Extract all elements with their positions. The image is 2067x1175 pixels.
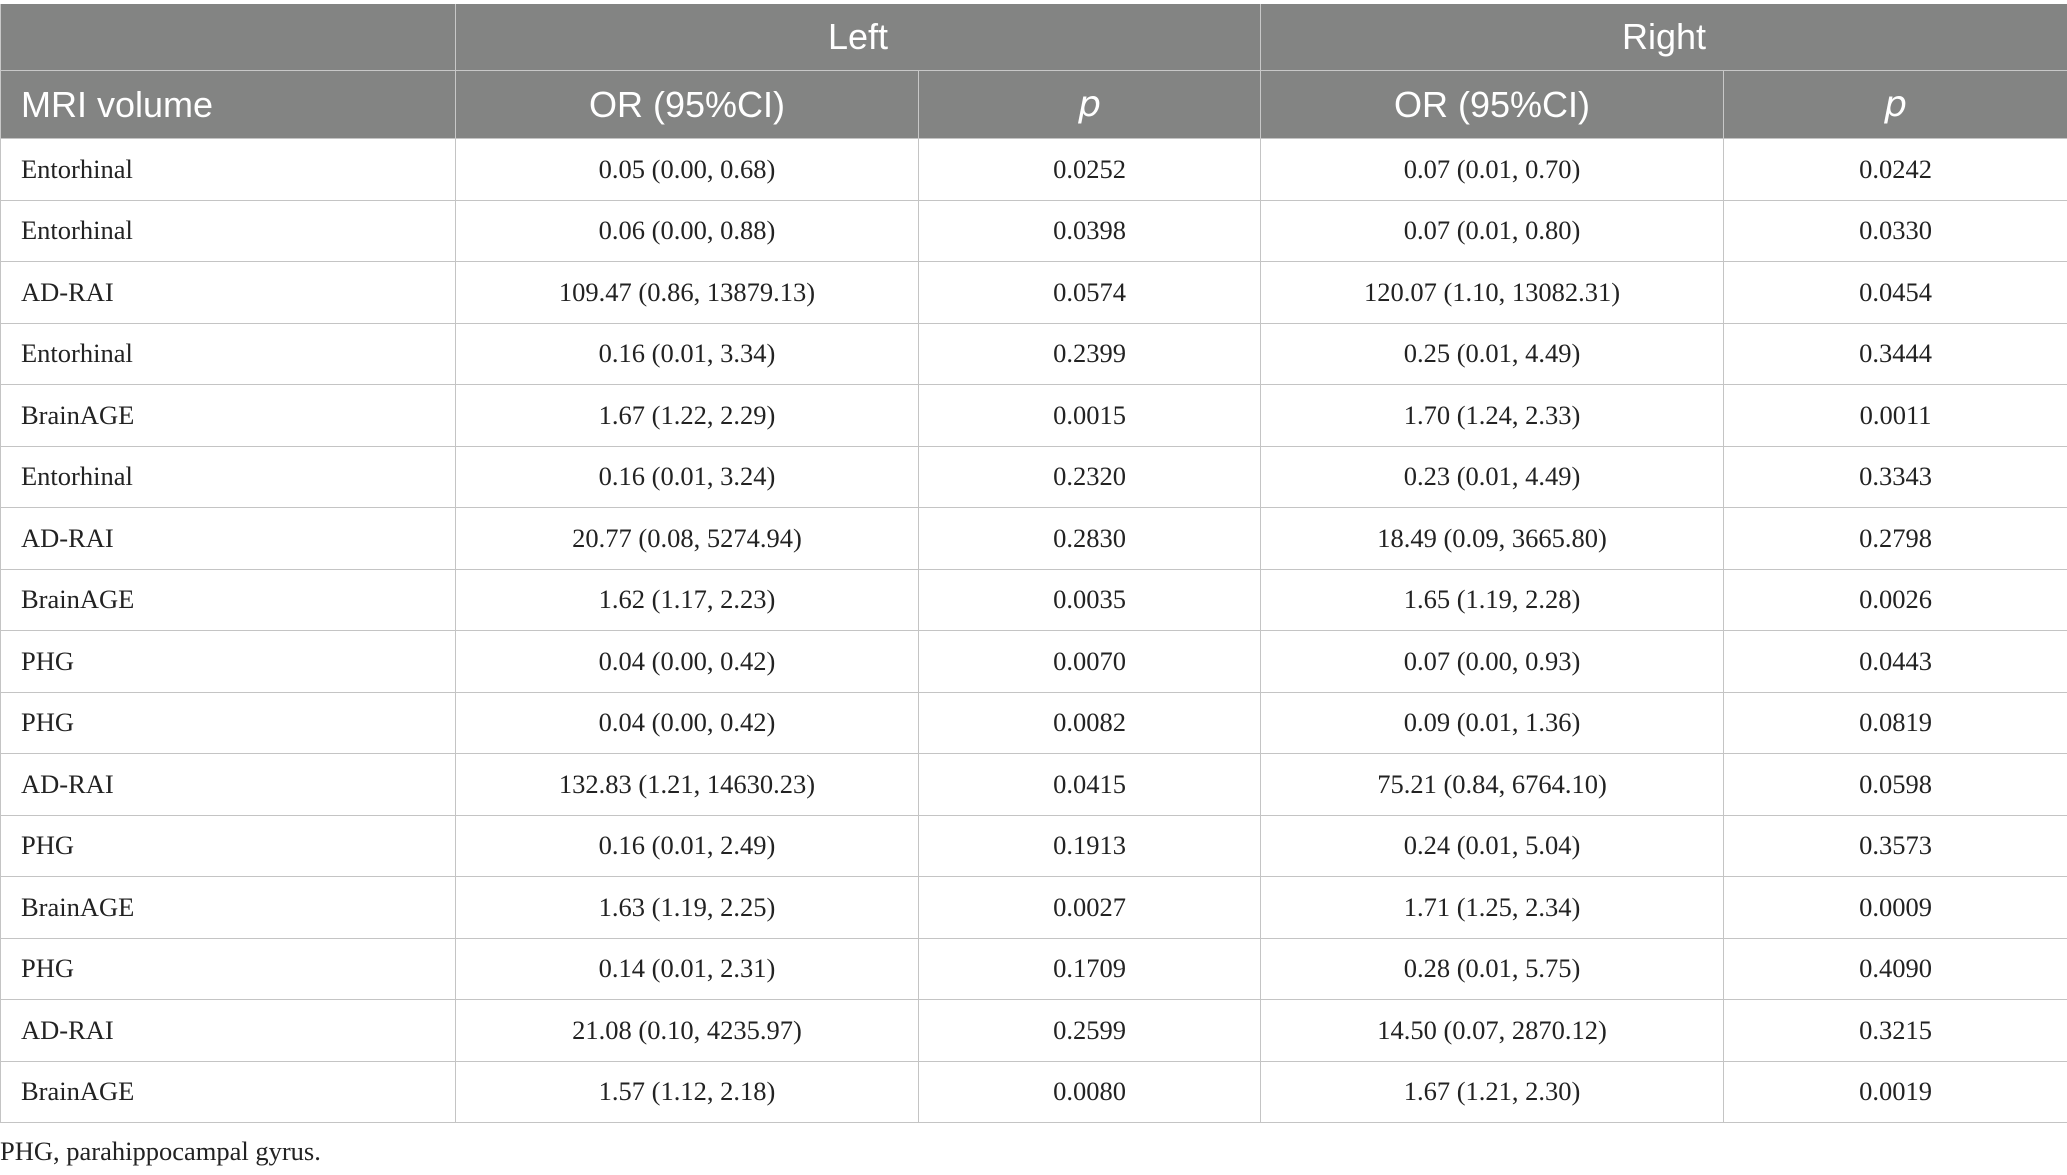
right-or-cell: 75.21 (0.84, 6764.10) (1261, 754, 1724, 816)
table-row (1, 385, 2067, 447)
right-p-cell: 0.0242 (1724, 139, 2067, 201)
mri-volume-cell: AD-RAI (1, 508, 456, 570)
right-p-cell: 0.0330 (1724, 200, 2067, 262)
table-row (1, 508, 2067, 570)
mri-volume-cell: PHG (1, 938, 456, 1000)
left-p-cell: 0.0035 (919, 569, 1261, 631)
column-header-left-p: p (919, 71, 1261, 139)
right-or-cell: 0.09 (0.01, 1.36) (1261, 692, 1724, 754)
right-or-cell: 0.23 (0.01, 4.49) (1261, 446, 1724, 508)
left-p-cell: 0.2320 (919, 446, 1261, 508)
left-or-cell: 1.62 (1.17, 2.23) (456, 569, 919, 631)
mri-volume-cell: BrainAGE (1, 1061, 456, 1123)
mri-volume-cell: PHG (1, 692, 456, 754)
left-or-cell: 0.04 (0.00, 0.42) (456, 631, 919, 693)
left-or-cell: 0.04 (0.00, 0.42) (456, 692, 919, 754)
results-table-container (0, 4, 2067, 1123)
left-or-cell: 0.06 (0.00, 0.88) (456, 200, 919, 262)
mri-volume-cell: PHG (1, 815, 456, 877)
group-header-row (1, 4, 2067, 71)
table-row (1, 262, 2067, 324)
right-p-cell: 0.0598 (1724, 754, 2067, 816)
right-or-cell: 1.65 (1.19, 2.28) (1261, 569, 1724, 631)
mri-volume-cell: AD-RAI (1, 754, 456, 816)
right-or-cell: 0.07 (0.01, 0.70) (1261, 139, 1724, 201)
right-p-cell: 0.2798 (1724, 508, 2067, 570)
left-or-cell: 20.77 (0.08, 5274.94) (456, 508, 919, 570)
right-p-cell: 0.3444 (1724, 323, 2067, 385)
mri-volume-cell: Entorhinal (1, 139, 456, 201)
table-header (1, 4, 2067, 139)
left-or-cell: 1.63 (1.19, 2.25) (456, 877, 919, 939)
right-p-cell: 0.3573 (1724, 815, 2067, 877)
left-or-cell: 109.47 (0.86, 13879.13) (456, 262, 919, 324)
column-header-right-or: OR (95%CI) (1261, 71, 1724, 139)
left-or-cell: 0.16 (0.01, 3.24) (456, 446, 919, 508)
left-or-cell: 21.08 (0.10, 4235.97) (456, 1000, 919, 1062)
right-p-cell: 0.0443 (1724, 631, 2067, 693)
right-p-cell: 0.0454 (1724, 262, 2067, 324)
left-or-cell: 0.05 (0.00, 0.68) (456, 139, 919, 201)
mri-volume-cell: Entorhinal (1, 446, 456, 508)
right-p-cell: 0.3343 (1724, 446, 2067, 508)
group-header-left: Left (456, 4, 1261, 71)
group-header-right: Right (1261, 4, 2067, 71)
left-p-cell: 0.2399 (919, 323, 1261, 385)
results-table (0, 4, 2067, 1123)
table-row (1, 877, 2067, 939)
mri-volume-cell: Entorhinal (1, 200, 456, 262)
left-p-cell: 0.0398 (919, 200, 1261, 262)
left-or-cell: 0.16 (0.01, 2.49) (456, 815, 919, 877)
right-p-cell: 0.0011 (1724, 385, 2067, 447)
left-p-cell: 0.0574 (919, 262, 1261, 324)
left-p-cell: 0.1913 (919, 815, 1261, 877)
mri-volume-cell: Entorhinal (1, 323, 456, 385)
right-or-cell: 0.07 (0.00, 0.93) (1261, 631, 1724, 693)
right-p-cell: 0.3215 (1724, 1000, 2067, 1062)
left-or-cell: 1.67 (1.22, 2.29) (456, 385, 919, 447)
left-p-cell: 0.2599 (919, 1000, 1261, 1062)
table-row (1, 446, 2067, 508)
left-p-cell: 0.0415 (919, 754, 1261, 816)
mri-volume-cell: AD-RAI (1, 1000, 456, 1062)
table-row (1, 692, 2067, 754)
left-p-cell: 0.0252 (919, 139, 1261, 201)
right-or-cell: 0.25 (0.01, 4.49) (1261, 323, 1724, 385)
table-row (1, 754, 2067, 816)
right-or-cell: 0.07 (0.01, 0.80) (1261, 200, 1724, 262)
mri-volume-cell: PHG (1, 631, 456, 693)
table-row (1, 1000, 2067, 1062)
mri-volume-cell: BrainAGE (1, 569, 456, 631)
left-p-cell: 0.0027 (919, 877, 1261, 939)
left-or-cell: 0.16 (0.01, 3.34) (456, 323, 919, 385)
left-or-cell: 0.14 (0.01, 2.31) (456, 938, 919, 1000)
right-p-cell: 0.0819 (1724, 692, 2067, 754)
left-or-cell: 132.83 (1.21, 14630.23) (456, 754, 919, 816)
right-or-cell: 1.71 (1.25, 2.34) (1261, 877, 1724, 939)
table-row (1, 815, 2067, 877)
column-header-row (1, 71, 2067, 139)
right-or-cell: 14.50 (0.07, 2870.12) (1261, 1000, 1724, 1062)
mri-volume-cell: BrainAGE (1, 877, 456, 939)
right-or-cell: 0.24 (0.01, 5.04) (1261, 815, 1724, 877)
right-or-cell: 18.49 (0.09, 3665.80) (1261, 508, 1724, 570)
left-p-cell: 0.0070 (919, 631, 1261, 693)
column-header-left-or: OR (95%CI) (456, 71, 919, 139)
right-p-cell: 0.4090 (1724, 938, 2067, 1000)
mri-volume-cell: BrainAGE (1, 385, 456, 447)
table-body (1, 139, 2067, 1123)
right-or-cell: 0.28 (0.01, 5.75) (1261, 938, 1724, 1000)
right-or-cell: 120.07 (1.10, 13082.31) (1261, 262, 1724, 324)
table-row (1, 1061, 2067, 1123)
left-p-cell: 0.2830 (919, 508, 1261, 570)
left-p-cell: 0.0080 (919, 1061, 1261, 1123)
table-row (1, 139, 2067, 201)
left-p-cell: 0.0015 (919, 385, 1261, 447)
column-header-mri-volume: MRI volume (1, 71, 456, 139)
table-row (1, 631, 2067, 693)
right-p-cell: 0.0019 (1724, 1061, 2067, 1123)
group-header-blank (1, 4, 456, 71)
left-or-cell: 1.57 (1.12, 2.18) (456, 1061, 919, 1123)
table-row (1, 569, 2067, 631)
table-row (1, 200, 2067, 262)
mri-volume-cell: AD-RAI (1, 262, 456, 324)
right-p-cell: 0.0009 (1724, 877, 2067, 939)
left-p-cell: 0.1709 (919, 938, 1261, 1000)
table-row (1, 323, 2067, 385)
table-footnote: PHG, parahippocampal gyrus. (0, 1136, 321, 1166)
right-or-cell: 1.67 (1.21, 2.30) (1261, 1061, 1724, 1123)
left-p-cell: 0.0082 (919, 692, 1261, 754)
right-or-cell: 1.70 (1.24, 2.33) (1261, 385, 1724, 447)
right-p-cell: 0.0026 (1724, 569, 2067, 631)
table-row (1, 938, 2067, 1000)
column-header-right-p: p (1724, 71, 2067, 139)
